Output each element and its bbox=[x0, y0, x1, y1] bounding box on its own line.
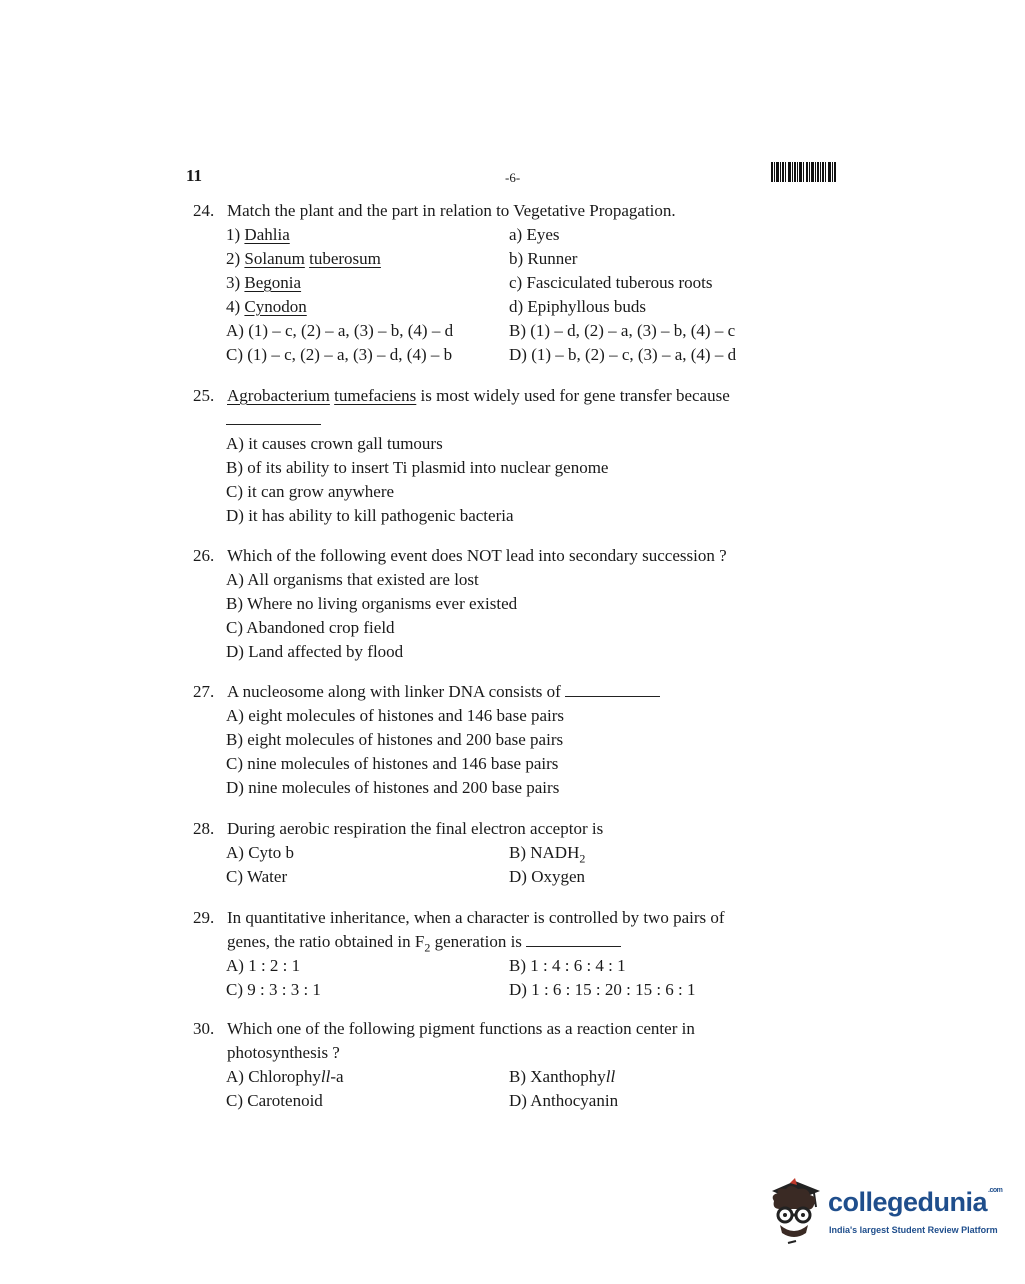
option-d[interactable]: D) Anthocyanin bbox=[509, 1091, 619, 1110]
question-29 bbox=[193, 906, 813, 1002]
option-b[interactable]: B) (1) – d, (2) – a, (3) – b, (4) – c bbox=[509, 321, 736, 340]
option-b[interactable]: B) eight molecules of histones and 200 base pairs bbox=[226, 730, 564, 749]
option-b[interactable]: B) 1 : 4 : 6 : 4 : 1 bbox=[509, 956, 626, 975]
page-center-marker: -6- bbox=[505, 170, 521, 185]
logo-tagline: India's largest Student Review Platform bbox=[829, 1225, 998, 1235]
question-text-line-1: In quantitative inheritance, when a character is controlled by two pairs of bbox=[227, 908, 725, 927]
question-text: A nucleosome along with linker DNA consists of bbox=[227, 680, 660, 704]
option-d[interactable]: D) it has ability to kill pathogenic bacteria bbox=[226, 506, 514, 525]
option-d[interactable]: D) Oxygen bbox=[509, 867, 586, 886]
option-b[interactable]: B) Where no living organisms ever existed bbox=[226, 594, 518, 613]
option-d[interactable]: D) Land affected by flood bbox=[226, 642, 404, 661]
question-number: 28. bbox=[193, 819, 215, 838]
question-text: Agrobacterium tumefaciens is most widely used for gene transfer because bbox=[227, 386, 730, 405]
option-c[interactable]: C) Carotenoid bbox=[226, 1091, 323, 1110]
question-text: Which of the following event does NOT lead into secondary succession ? bbox=[227, 546, 727, 565]
option-a[interactable]: A) it causes crown gall tumours bbox=[226, 434, 443, 453]
question-text-line-2: photosynthesis ? bbox=[227, 1043, 340, 1062]
option-a[interactable]: A) 1 : 2 : 1 bbox=[226, 956, 301, 975]
option-a[interactable]: A) Cyto b bbox=[226, 843, 294, 862]
question-25 bbox=[193, 384, 813, 528]
option-a[interactable]: A) (1) – c, (2) – a, (3) – b, (4) – d bbox=[226, 321, 454, 340]
match-row: 1) Dahlia a) Eyes bbox=[226, 225, 560, 244]
question-text: Match the plant and the part in relation to Vegetative Propagation. bbox=[227, 201, 676, 220]
option-a[interactable]: A) All organisms that existed are lost bbox=[226, 570, 479, 589]
option-c[interactable]: C) it can grow anywhere bbox=[226, 482, 395, 501]
question-number: 27. bbox=[193, 682, 215, 701]
match-row: 4) Cynodon d) Epiphyllous buds bbox=[226, 297, 646, 316]
option-c[interactable]: C) nine molecules of histones and 146 base pairs bbox=[226, 754, 559, 773]
question-number: 30. bbox=[193, 1019, 215, 1038]
question-28 bbox=[193, 817, 813, 889]
question-text: During aerobic respiration the final electron acceptor is bbox=[227, 819, 604, 838]
question-text-line-1: Which one of the following pigment functions as a reaction center in bbox=[227, 1019, 695, 1038]
option-a[interactable]: A) Chlorophyll-a bbox=[226, 1067, 344, 1086]
option-d[interactable]: D) (1) – b, (2) – c, (3) – a, (4) – d bbox=[509, 345, 737, 364]
option-c[interactable]: C) Water bbox=[226, 867, 288, 886]
page-number: 11 bbox=[186, 166, 203, 185]
option-a[interactable]: A) eight molecules of histones and 146 base pairs bbox=[226, 706, 565, 725]
question-number: 29. bbox=[193, 908, 215, 927]
collegedunia-logo[interactable] bbox=[766, 1177, 1003, 1247]
answer-blank bbox=[226, 408, 321, 432]
option-b[interactable]: B) $NADH_2$ bbox=[509, 843, 586, 866]
option-d[interactable]: D) 1 : 6 : 15 : 20 : 15 : 6 : 1 bbox=[509, 980, 696, 999]
question-number: 24. bbox=[193, 201, 215, 220]
mascot-icon bbox=[766, 1177, 824, 1245]
question-number: 25. bbox=[193, 386, 215, 405]
match-row: 2) Solanum tuberosum b) Runner bbox=[226, 249, 578, 268]
question-number: 26. bbox=[193, 546, 215, 565]
option-c[interactable]: C) Abandoned crop field bbox=[226, 618, 395, 637]
question-24 bbox=[193, 199, 813, 367]
option-c[interactable]: C) (1) – c, (2) – a, (3) – d, (4) – b bbox=[226, 345, 453, 364]
logo-wordmark: collegedunia$^{.com}$ bbox=[828, 1187, 1003, 1217]
option-c[interactable]: C) 9 : 3 : 3 : 1 bbox=[226, 980, 321, 999]
question-26 bbox=[193, 544, 813, 664]
question-text-line-2: genes, the ratio obtained in $F_2$ generation is bbox=[227, 930, 621, 959]
question-30 bbox=[193, 1017, 813, 1113]
barcode bbox=[771, 162, 839, 182]
match-row: 3) Begonia c) Fasciculated tuberous roots bbox=[226, 273, 713, 292]
option-b[interactable]: B) of its ability to insert Ti plasmid into nuclear genome bbox=[226, 458, 609, 477]
question-27 bbox=[193, 680, 813, 800]
option-d[interactable]: D) nine molecules of histones and 200 base pairs bbox=[226, 778, 560, 797]
option-b[interactable]: B) Xanthophyll bbox=[509, 1067, 616, 1086]
